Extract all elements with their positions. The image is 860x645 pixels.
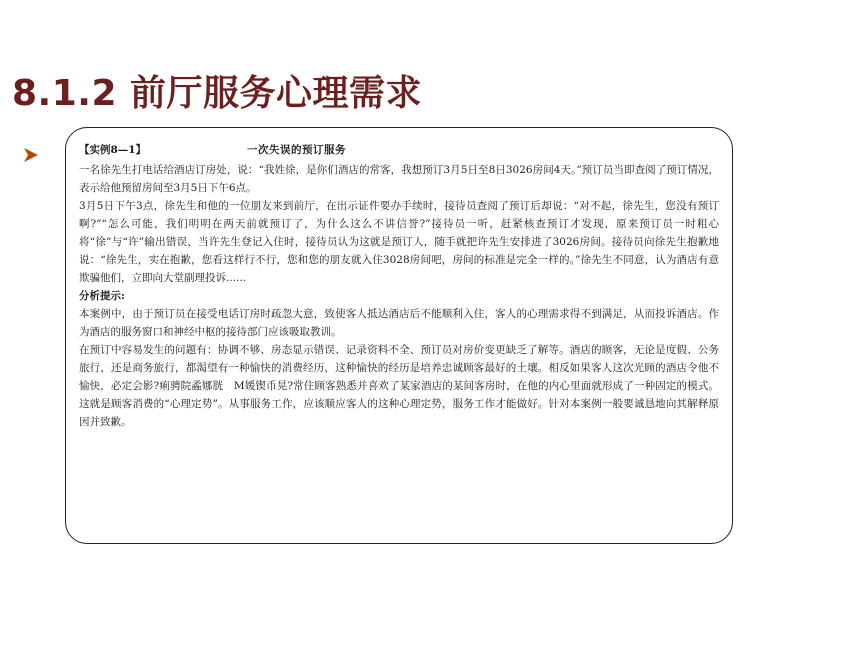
analysis-paragraph-cause: 本案例中，由于预订员在接受电话订房时疏忽大意，致使客人抵达酒店后不能顺利入住，客人的心理需求得不到满足，从而投诉酒店。作为酒店的服务窗口和神经中枢的接待部门应该吸取教训。	[79, 308, 719, 338]
case-study-content	[79, 141, 719, 431]
arrow-bullet-shape	[24, 148, 38, 162]
analysis-label: 分析提示:	[79, 290, 125, 302]
case-heading: 一次失误的预订服务	[247, 144, 346, 156]
page-title: 8.1.2 前厅服务心理需求	[12, 73, 423, 114]
analysis-paragraph-advice: 在预订中容易发生的问题有：协调不够、房态显示错误、记录资料不全、预订员对房价变更缺乏了解等。酒店的顾客，无论是度假、公务旅行，还是商务旅行，都渴望有一种愉快的消费经历，这种愉快的经历是培养忠诚顾客最好的土壤。相反如果客人这次光顾的酒店令他不愉快，必定会影?痢骋院蟊娜胱 M媛锲币晃?常住顾客熟悉并喜欢了某家酒店的某间客房时，在他的内心里面就形成了一种固定的模式。这就是顾客消费的“心理定势”。从事服务工作，应该顺应客人的这种心理定势，服务工作才能做好。针对本案例一般要诚恳地向其解释原因并致歉。	[79, 344, 719, 428]
case-paragraph-call: 一名徐先生打电话给酒店订房处，说：“我姓徐，是你们酒店的常客，我想预订3月5日至8日3026房间4天。”预订员当即查阅了预订情况，表示给他预留房间至3月5日下午6点。	[79, 164, 719, 194]
case-label: 【实例8—1】	[79, 144, 147, 156]
case-paragraph-arrival: 3月5日下午3点，徐先生和他的一位朋友来到前厅，在出示证件要办手续时，接待员查阅了预订后却说：“对不起，徐先生，您没有预订啊?”“怎么可能，我们明明在两天前就预订了，为什么这么不讲信誉?”接待员一听，赶紧核查预订才发现，原来预订员一时粗心将“徐”与“许”输出错误，当许先生登记入住时，接待员认为这就是预订人，随手就把许先生安排进了3026房间。接待员向徐先生抱歉地说：“徐先生，实在抱歉，您看这样行不行，您和您的朋友就入住3028房间吧，房间的标准是完全一样的。”徐先生不同意，认为酒店有意欺骗他们，立即向大堂副理投诉......	[79, 200, 719, 284]
case-header	[79, 141, 719, 159]
arrow-bullet-icon	[22, 146, 40, 164]
